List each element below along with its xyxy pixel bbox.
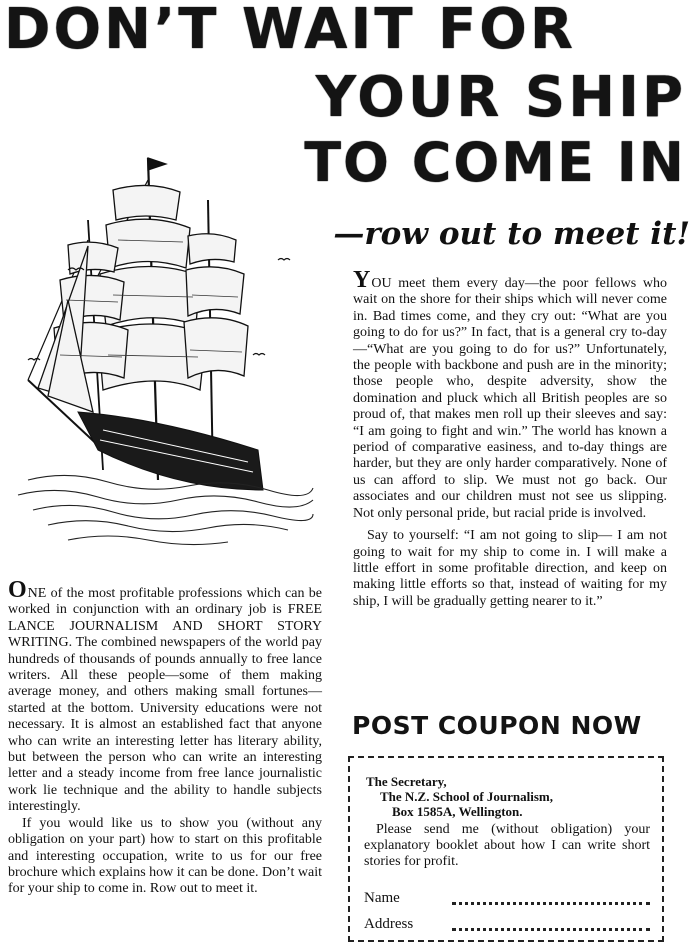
headline-line-1: DON’T WAIT FOR — [4, 0, 577, 62]
right-paragraph-1: YOU meet them every day—the poor fellows who wait on the shore for their ships which will never come in. Bad times come, and they cry out: “What are you going to do for us?” In fact, that is a general cry to-day—“What are you going to do for us?” Unfortunately, the people with backbone and push are in the minority; those people who, despite adversity, show the domination and pluck which all British peoples are so proud of, that makes men roll up their sleeves and say: “I am going to fight and win.” The world has known a period of comparative easiness, and to-day things are harder, but they are only harder comparatively. None of us can afford to slip. We must not go back. Our associates and our children must not see us slipping. Not only personal pride, but racial pride is involved. — [353, 267, 667, 521]
address-label: Address — [364, 916, 414, 932]
left-column-text — [8, 577, 322, 898]
left-paragraph-2: If you would like us to show you (without any obligation on your part) how to start on this profitable and interesting occupation, write to us for our free brochure which explains how it can be done. Don’t wait for your ship to come in. Row out to meet it. — [8, 815, 322, 897]
coupon-address-line-3: Box 1585A, Wellington. — [392, 804, 523, 819]
address-field[interactable] — [364, 916, 650, 934]
coupon-address-line-1: The Secretary, — [366, 774, 447, 789]
drop-cap-y: Y — [353, 267, 371, 293]
drop-cap-o: O — [8, 577, 27, 603]
coupon-title: POST COUPON NOW — [352, 711, 642, 740]
coupon-address-line-2: The N.Z. School of Journalism, — [380, 789, 553, 804]
right-paragraph-2: Say to yourself: “I am not going to slip— I am not going to wait for my ship to come in. I will make a little effort in some profitable direction, and keep on making little efforts so that, instead of waiting for my ship, I will be gradually getting nearer to it.” — [353, 528, 667, 609]
right-column-text — [353, 267, 667, 610]
headline-line-2: YOUR SHIP — [315, 65, 686, 130]
name-dotted-line[interactable] — [452, 902, 650, 905]
headline-line-3: TO COME IN — [304, 131, 686, 194]
coupon-body: Please send me (without obligation) your explanatory booklet about how I can write short stories for profit. — [364, 822, 650, 869]
name-field[interactable] — [364, 890, 650, 908]
address-dotted-line[interactable] — [452, 928, 650, 931]
tagline: —row out to meet it! — [333, 216, 690, 252]
coupon-form[interactable] — [348, 756, 664, 942]
left-paragraph-1: ONE of the most profitable professions which can be worked in conjunction with an ordinary job is FREE LANCE JOURNALISM AND SHORT STORY WRITING. The combined newspapers of the world pay hundreds of thousands of pounds annually to free lance writers. All these people—some of them making average money, and others making small fortunes—started at the bottom. University educations were not necessary. It is almost an established fact that anyone who can write an interesting letter has literary ability, but between the person who can write an interesting letter and a steady income from free lance journalistic work lie technique and the ability to handle subjects interestingly. — [8, 577, 322, 815]
name-label: Name — [364, 890, 400, 906]
sailing-ship-illustration — [8, 150, 318, 550]
